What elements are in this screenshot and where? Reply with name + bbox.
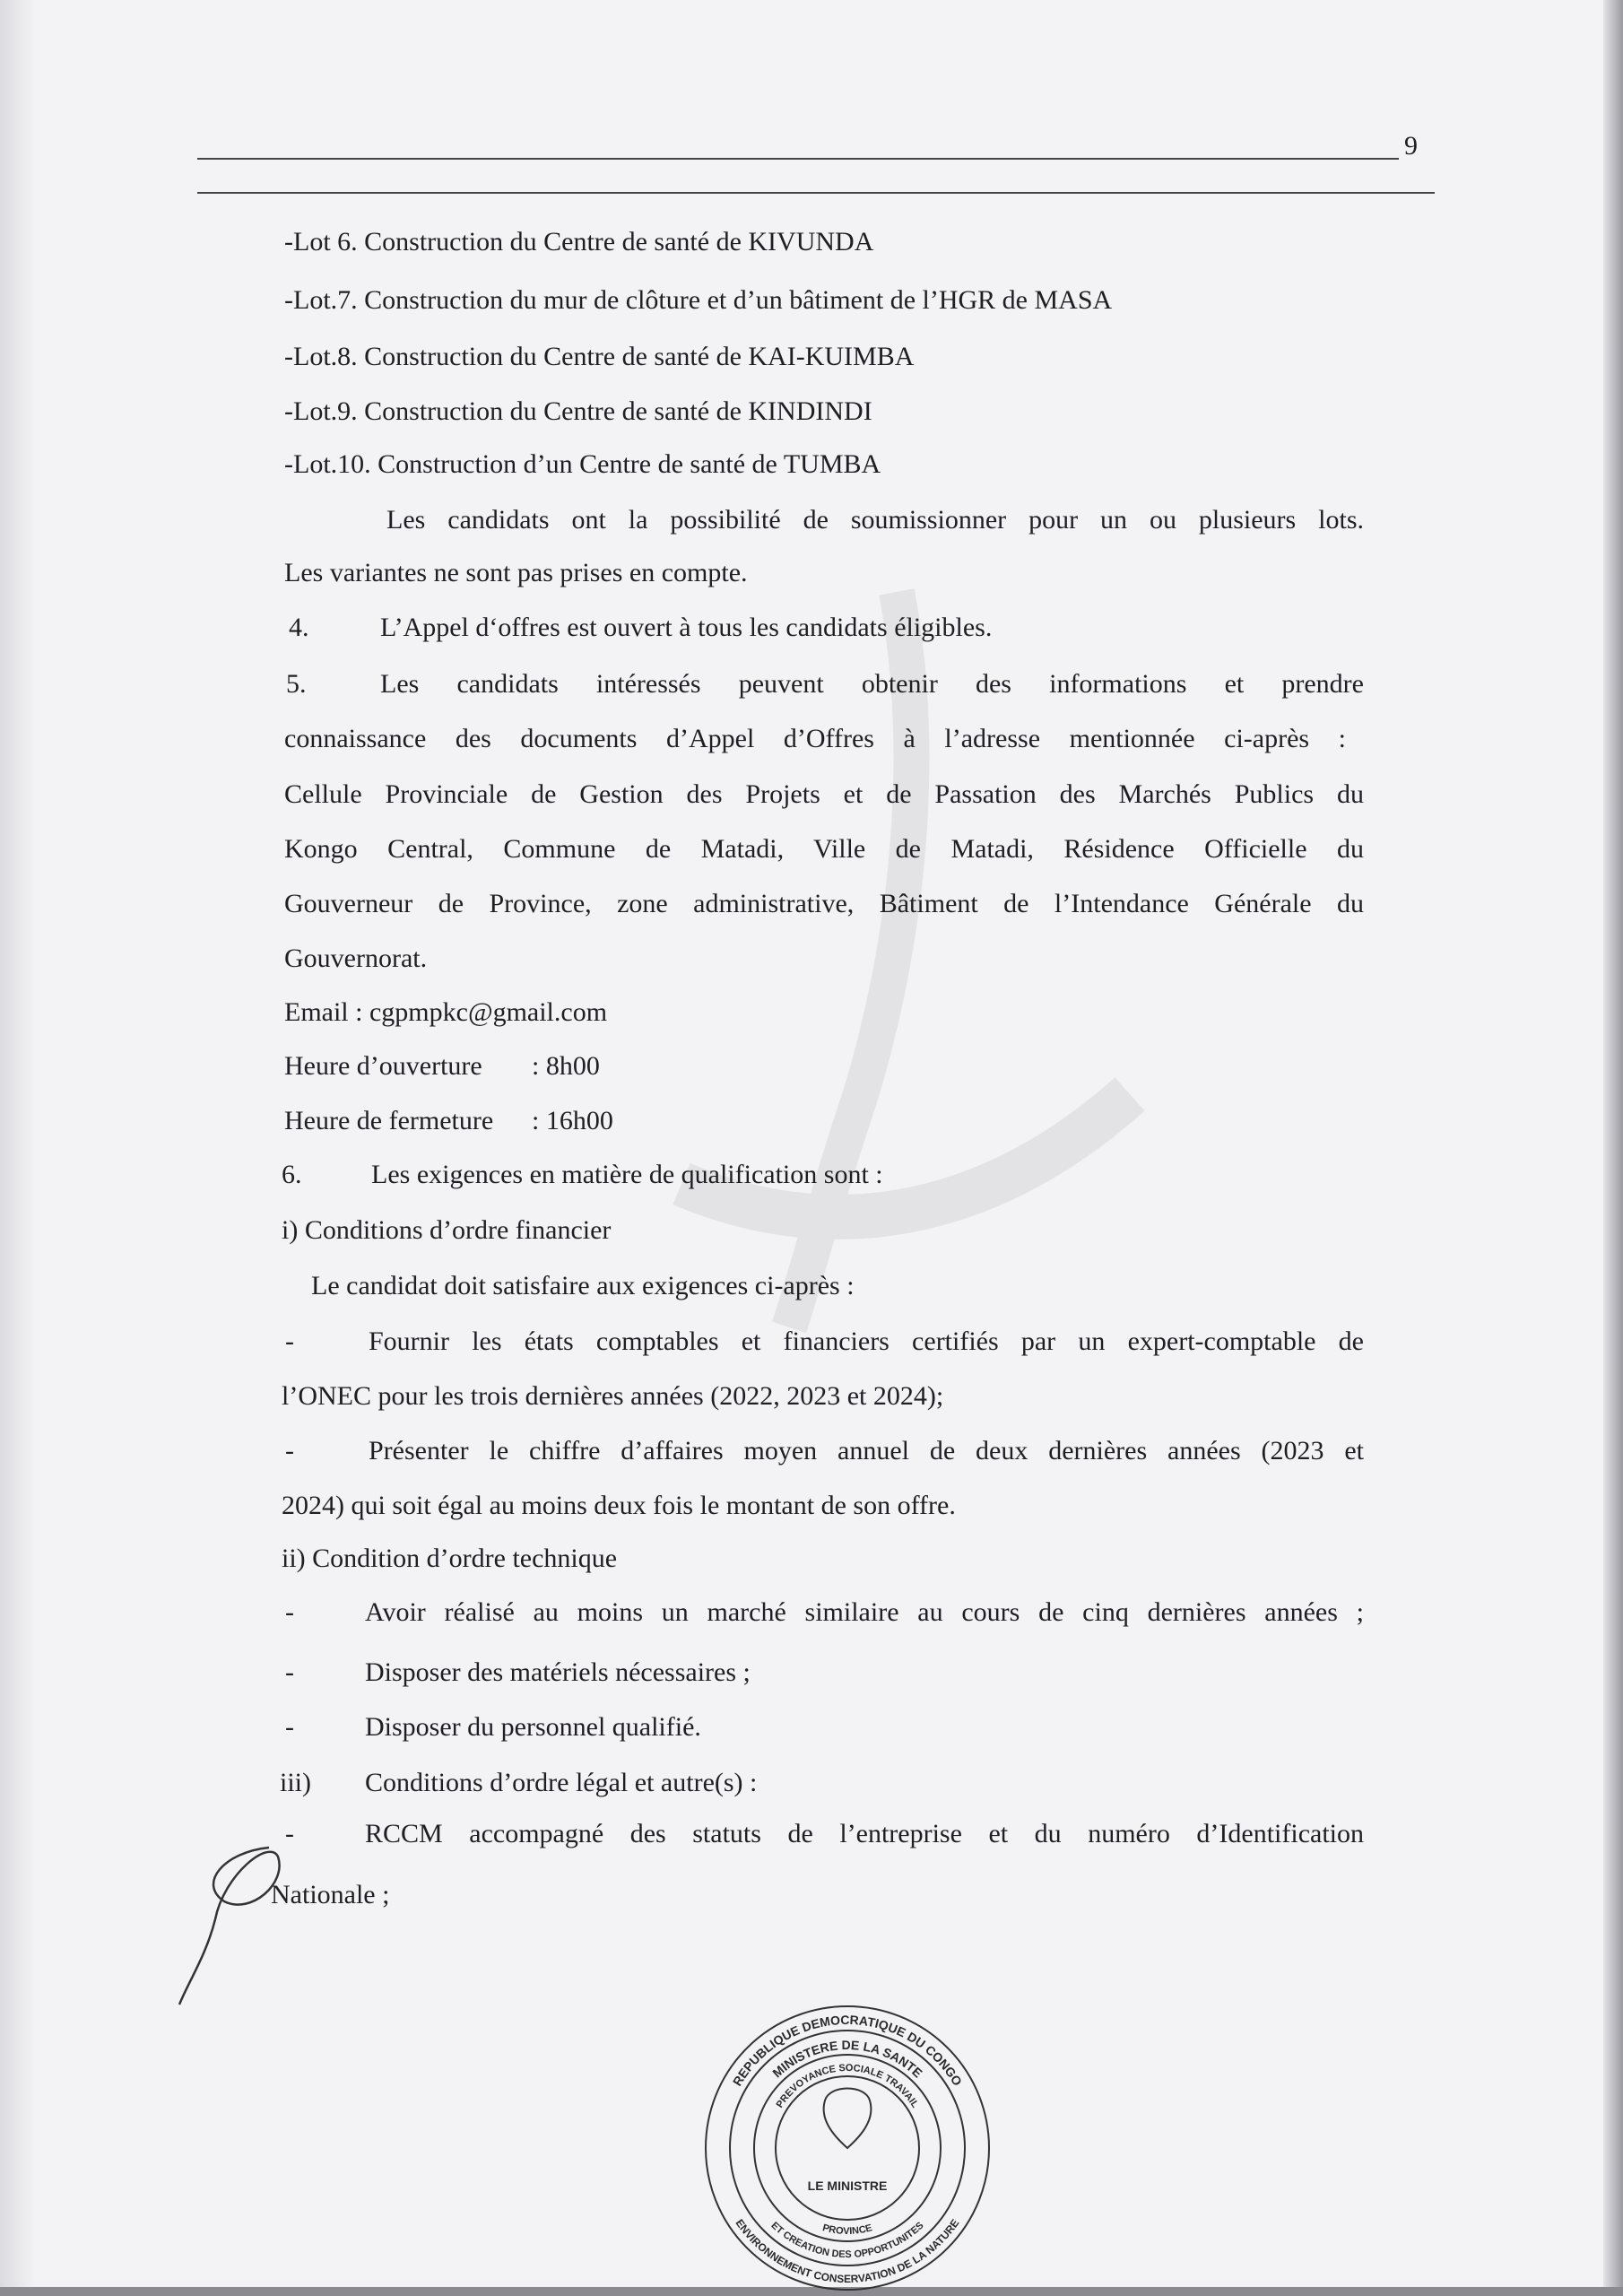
svg-text:LE MINISTRE: LE MINISTRE bbox=[807, 2179, 888, 2193]
opening-hour-label: Heure d’ouverture bbox=[284, 1051, 482, 1081]
dash-bullet: - bbox=[285, 1326, 294, 1356]
item-number: iii) bbox=[280, 1768, 311, 1797]
item-number: 5. bbox=[286, 669, 307, 699]
header-rule-bottom bbox=[197, 192, 1435, 194]
dash-bullet: - bbox=[285, 1657, 294, 1687]
dash-bullet: - bbox=[285, 1819, 294, 1848]
lot-item: -Lot.9. Construction du Centre de santé de KINDINDI bbox=[284, 396, 872, 426]
svg-text:ET CREATION DES OPPORTUNITES: ET CREATION DES OPPORTUNITES bbox=[768, 2220, 926, 2261]
financial-req: Présenter le chiffre d’affaires moyen annuel de deux dernières années (2023 et bbox=[369, 1436, 1364, 1465]
dash-bullet: - bbox=[285, 1712, 294, 1742]
coat-of-arms-icon bbox=[824, 2089, 872, 2149]
technical-title: ii) Condition d’ordre technique bbox=[282, 1544, 618, 1573]
closing-hour-label: Heure de fermeture bbox=[284, 1106, 494, 1135]
lot-item: -Lot.10. Construction d’un Centre de santé de TUMBA bbox=[284, 449, 881, 479]
financial-title: i) Conditions d’ordre financier bbox=[282, 1215, 612, 1245]
opening-hour-value: : 8h00 bbox=[532, 1051, 600, 1081]
svg-text:REPUBLIQUE DEMOCRATIQUE DU CON: REPUBLIQUE DEMOCRATIQUE DU CONGO bbox=[729, 2012, 966, 2089]
item4-text: L’Appel d‘offres est ouvert à tous les candidats éligibles. bbox=[380, 613, 993, 642]
closing-hour-value: : 16h00 bbox=[532, 1106, 613, 1135]
legal-req: RCCM accompagné des statuts de l’entreprise et du numéro d’Identification bbox=[365, 1819, 1364, 1848]
svg-text:ENVIRONNEMENT CONSERVATION DE: ENVIRONNEMENT CONSERVATION DE LA NATURE bbox=[733, 2216, 962, 2286]
scan-left-edge bbox=[0, 0, 36, 2296]
item5-line: Gouverneur de Province, zone administrative, Bâtiment de l’Intendance Générale du bbox=[284, 889, 1364, 918]
lot-item: -Lot.7. Construction du mur de clôture et d’un bâtiment de l’HGR de MASA bbox=[284, 285, 1113, 315]
item-number: 4. bbox=[289, 613, 309, 642]
official-stamp bbox=[699, 2000, 995, 2296]
item-number: 6. bbox=[282, 1160, 302, 1189]
technical-req: Avoir réalisé au moins un marché similaire au cours de cinq dernières années ; bbox=[365, 1597, 1364, 1627]
item5-line: Les candidats intéressés peuvent obtenir des informations et prendre bbox=[380, 669, 1364, 699]
scan-right-edge bbox=[1603, 0, 1623, 2296]
paragraph-variants: Les variantes ne sont pas prises en compte. bbox=[284, 558, 748, 587]
financial-req-cont: l’ONEC pour les trois dernières années (2022, 2023 et 2024); bbox=[282, 1381, 944, 1411]
svg-text:MINISTERE DE LA SANTE: MINISTERE DE LA SANTE bbox=[769, 2037, 925, 2081]
legal-req-cont: Nationale ; bbox=[271, 1880, 390, 1909]
paragraph-lots: Les candidats ont la possibilité de soumissionner pour un ou plusieurs lots. bbox=[386, 505, 1364, 535]
item5-line: Kongo Central, Commune de Matadi, Ville de Matadi, Résidence Officielle du bbox=[284, 834, 1364, 864]
item5-line: Gouvernorat. bbox=[284, 944, 428, 973]
financial-req: Fournir les états comptables et financiers certifiés par un expert-comptable de bbox=[369, 1326, 1364, 1356]
dash-bullet: - bbox=[285, 1436, 294, 1465]
financial-intro: Le candidat doit satisfaire aux exigences ci-après : bbox=[311, 1271, 855, 1300]
lot-item: -Lot.8. Construction du Centre de santé de KAI-KUIMBA bbox=[284, 342, 915, 371]
technical-req: Disposer du personnel qualifié. bbox=[365, 1712, 701, 1742]
technical-req: Disposer des matériels nécessaires ; bbox=[365, 1657, 751, 1687]
header-rule-top bbox=[197, 158, 1399, 160]
handwritten-initials bbox=[170, 1830, 314, 2009]
page-number: 9 bbox=[1404, 131, 1418, 161]
financial-req-cont: 2024) qui soit égal au moins deux fois le montant de son offre. bbox=[282, 1491, 956, 1520]
dash-bullet: - bbox=[285, 1597, 294, 1627]
email-line: Email : cgpmpkc@gmail.com bbox=[284, 997, 608, 1027]
lot-item: -Lot 6. Construction du Centre de santé de KIVUNDA bbox=[284, 227, 874, 257]
item5-line: Cellule Provinciale de Gestion des Projets et de Passation des Marchés Publics du bbox=[284, 779, 1364, 809]
svg-text:PREVOYANCE SOCIALE TRAVAIL: PREVOYANCE SOCIALE TRAVAIL bbox=[774, 2062, 921, 2110]
legal-title: Conditions d’ordre légal et autre(s) : bbox=[365, 1768, 758, 1797]
svg-text:PROVINCE: PROVINCE bbox=[820, 2222, 874, 2238]
item6-text: Les exigences en matière de qualification sont : bbox=[371, 1160, 883, 1189]
item5-line: connaissance des documents d’Appel d’Offres à l’adresse mentionnée ci-après : bbox=[284, 724, 1346, 753]
